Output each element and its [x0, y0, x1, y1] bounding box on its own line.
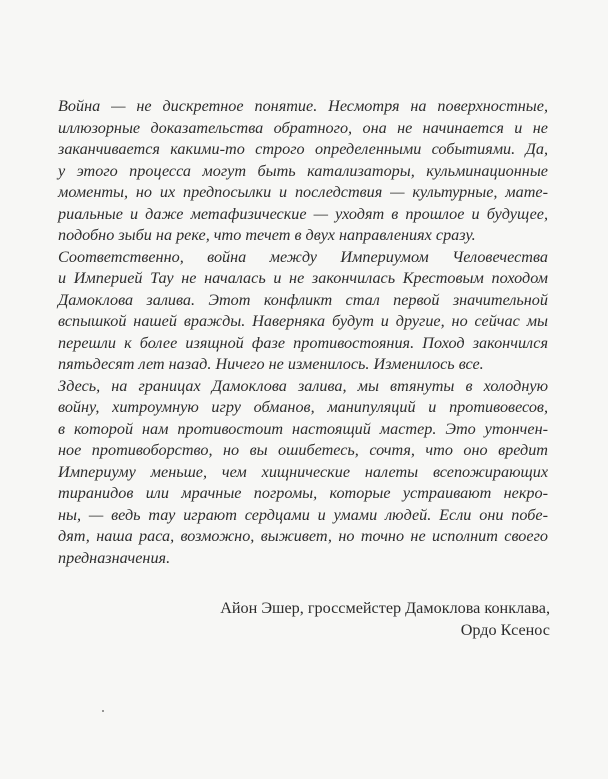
text-line: у этого процесса могут быть катализаторы, кульминационные [58, 161, 548, 180]
text-line: и Империей Тау не началась и не закончилась Крестовым походом [58, 269, 548, 287]
quote-attribution [220, 598, 550, 641]
attribution-author: Айон Эшер, гроссмейстер Дамоклова конклава, [220, 599, 550, 617]
text-line: моменты, но их предпосылки и последствия — культурные, мате- [58, 183, 548, 201]
text-line: Здесь, на границах Дамоклова залива, мы втянуты в холодную [58, 376, 548, 395]
epigraph-quote [58, 96, 548, 569]
text-line: предназначения. [58, 548, 171, 567]
attribution-organization: Ордо Ксенос [460, 620, 550, 639]
text-line: в которой нам противостоит настоящий мастер. Это утончен- [58, 419, 548, 438]
text-line: пятьдесят лет назад. Ничего не изменилось. Изменилось все. [58, 355, 484, 373]
text-line: Империуму меньше, чем хищнические налеты всепожирающих [58, 462, 548, 481]
text-line: подобно зыби на реке, что течет в двух направлениях сразу. [58, 226, 476, 244]
quote-paragraph-1 [58, 96, 548, 247]
quote-paragraph-3 [58, 376, 548, 570]
text-line: Дамоклова залива. Этот конфликт стал первой значительной [58, 290, 548, 309]
text-line: ное противоборство, но вы ошибетесь, сочтя, что оно вредит [58, 441, 548, 459]
text-line: дят, наша раса, возможно, выживет, но точно не исполнит своего [58, 527, 548, 545]
text-line: риальные и даже метафизические — уходят в прошлое и будущее, [58, 204, 548, 223]
text-line: Война — не дискретное понятие. Несмотря на поверхностные, [58, 97, 548, 115]
text-line: тиранидов или мрачные погромы, которые устраивают некро- [58, 484, 548, 502]
text-line: Соответственно, война между Империумом Человечества [58, 247, 548, 266]
text-line: войну, хитроумную игру обманов, манипуляций и противовесов, [58, 398, 548, 416]
text-line: ны, — ведь тау играют сердцами и умами людей. Если они побе- [58, 505, 548, 524]
text-line: заканчивается какими-то строго определенными событиями. Да, [58, 140, 548, 158]
text-line: иллюзорные доказательства обратного, она не начинается и не [58, 118, 548, 137]
paper-speck [102, 710, 104, 712]
text-line: перешли к более изящной фазе противостояния. Поход закончился [58, 333, 548, 352]
text-line: вспышкой нашей вражды. Наверняка будут и другие, но сейчас мы [58, 312, 548, 330]
quote-paragraph-2 [58, 247, 548, 376]
